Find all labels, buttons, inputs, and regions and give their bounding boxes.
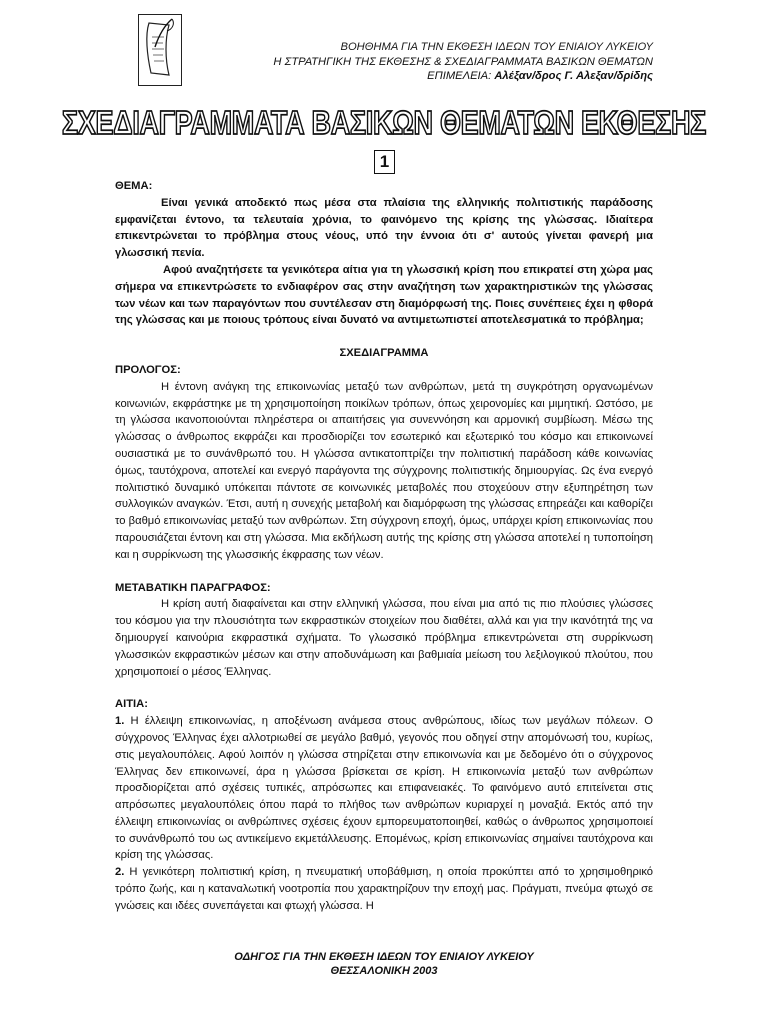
outline-heading: ΣΧΕΔΙΑΓΡΑΜΜΑ [339, 347, 429, 360]
cause-item-1 [115, 713, 653, 864]
transition-label: ΜΕΤΑΒΑΤΙΚΗ ΠΑΡΑΓΡΑΦΟΣ: [115, 581, 271, 594]
theme-label: ΘΕΜΑ: [115, 180, 153, 192]
footer-line-2: ΘΕΣΣΑΛΟΝΙΚΗ 2003 [330, 965, 438, 977]
causes-label: ΑΙΤΙΑ: [115, 698, 148, 711]
cause-item-2 [115, 864, 653, 914]
cause-item-1-number: 1. [115, 715, 125, 728]
theme-paragraph-1: Είναι γενικά αποδεκτό πως μέσα στα πλαίσια της ελληνικής πολιτιστικής παράδοσης εμφανίζεται έντονο, τα τελευταία χρόνια, το φαινόμενο της κρίσης της γλώσσας. Ιδιαίτερα επικεντρώνεται το πρόβλημα στους νέους, υπό την έννοια ότι σ' αυτούς γίνεται φανερή μια γλωσσική πενία. [115, 196, 653, 260]
transition-text: Η κρίση αυτή διαφαίνεται και στην ελληνική γλώσσα, που είναι μια από τις πιο πλούσιες γλώσσες του κόσμου για την πλουσιότητα των εκφραστικών στοιχείων που διαθέτει, αλλά και για την ικανότητά της να δημιουργεί καινούρια εκφραστικά σχήματα. Το γλωσσικό πρόβλημα επικεντρώνεται στη συρρίκνωση γλωσσικών εκφραστικών μέσων και στην αποδυνάμωση και βαθμιαία μείωση του λεξιλογικού πλούτου, που χρησιμοποιεί ο μέσος Έλληνας. [115, 598, 653, 678]
header-author: Αλέξαν/δρος Γ. Αλεξαν/δρίδης [494, 70, 653, 82]
theme-paragraph-2: Αφού αναζητήσετε τα γενικότερα αίτια για τη γλωσσική κρίση που επικρατεί στη χώρα μας σήμερα να επικεντρώσετε το ενδιαφέρον σας στην αναζήτηση των χαρακτηριστικών της γλώσσας των νέων και των παραγόντων που συντέλεσαν στη διαμόρφωσή της. Ποιες συνέπειες έχει η φθορά της γλώσσας και με ποιους τρόπους είναι δυνατό να αντιμετωπιστεί αποτελεσματικά το πρόβλημα; [115, 263, 653, 327]
cause-item-2-number: 2. [115, 866, 125, 879]
cause-item-2-text: Η γενικότερη πολιτιστική κρίση, η πνευματική υποβάθμιση, η οποία προκύπτει από το χρησιμοθηρικό τρόπο ζωής, και η καταναλωτική νοοτροπία που χαρακτηρίζουν την εποχή μας. Πράγματι, πνεύμα φτωχό σε γνώσεις και ιδέες συνεπάγεται και φτωχή γλώσσα. Η [115, 866, 653, 912]
prologue-text: Η έντονη ανάγκη της επικοινωνίας μεταξύ των ανθρώπων, μετά τη συγκρότηση οργανωμένων κοινωνιών, εκφράστηκε με τη χρησιμοποίηση ποικίλων τρόπων, όπως χειρονομίες και μιμητική. Ωστόσο, με τη γλώσσα ικανοποιούνται πληρέστερα οι απαιτήσεις για συνεννόηση και αρμονική συμβίωση. Μέσω της γλώσσας ο άνθρωπος εκφράζει και προσδιορίζει τον εσωτερικό και εξωτερικό του κόσμο και επικοινωνεί ουσιαστικά με το συνάνθρωπό του. Η γλώσσα αντικατοπτρίζει την πολιτιστική παράδοση κάθε κοινωνίας όμως, ταυτόχρονα, αποτελεί και ενεργό παράγοντα της σύγχρονης πολιτιστικής δημιουργίας. Ως ένα ενεργό πολιτιστικό δυναμικό υπόκειται πάντοτε σε κοινωνικές μεταβολές που στοχεύουν στην εξυπηρέτηση των συλλογικών αναγκών. Έτσι, αυτή η συνεχής μεταβολή και διαμόρφωση της γλώσσας επηρεάζει και καθορίζει το βαθμό επικοινωνίας μεταξύ των ανθρώπων. Στη σύγχρονη εποχή, όμως, υπάρχει κρίση επικοινωνίας που παρουσιάζεται έντονη και στη γλώσσα. Μια εκδήλωση αυτής της κρίσης στη γλώσσα αποτελεί η τυποποίηση και η συρρίκνωση της γλωσσικής έκφρασης των νέων. [115, 380, 653, 561]
footer-line-1: ΟΔΗΓΟΣ ΓΙΑ ΤΗΝ ΕΚΘΕΣΗ ΙΔΕΩΝ ΤΟΥ ΕΝΙΑΙΟΥ ΛΥΚΕΙΟΥ [234, 951, 534, 963]
header-editor-label: ΕΠΙΜΕΛΕΙΑ: [427, 70, 495, 82]
section-number: 1 [374, 150, 395, 174]
page-title: ΣΧΕΔΙΑΓΡΑΜΜΑΤΑ ΒΑΣΙΚΩΝ ΘΕΜΑΤΩΝ ΕΚΘΕΣΗΣ [61, 104, 707, 142]
document-body [115, 178, 653, 915]
quill-and-paper-logo [138, 14, 182, 86]
header-line-2: Η ΣΤΡΑΤΗΓΙΚΗ ΤΗΣ ΕΚΘΕΣΗΣ & ΣΧΕΔΙΑΓΡΑΜΜΑΤΑ ΒΑΣΙΚΩΝ ΘΕΜΑΤΩΝ [273, 55, 653, 68]
prologue-label: ΠΡΟΛΟΓΟΣ: [115, 363, 181, 376]
cause-item-1-text: Η έλλειψη επικοινωνίας, η αποξένωση ανάμεσα στους ανθρώπους, ιδίως των μεγάλων πόλεων. Ο σύγχρονος Έλληνας έχει αλλοτριωθεί σε μεγάλο βαθμό, γεγονός που οδηγεί στην απομόνωσή του, κυρίως, στις μεγαλουπόλεις. Αφού λοιπόν η γλώσσα στηρίζεται στην επικοινωνία και με δεδομένο ότι ο σύγχρονος Έλληνας δεν επικοινωνεί, άρα η γλώσσα βρίσκεται σε κρίση. Η επικοινωνία μεταξύ των ανθρώπων προσδιορίζεται από σχέσεις τυπικές, απρόσωπες και επιφανειακές. Το φαινόμενο αυτό επιτείνεται στις απρόσωπες μεγαλουπόλεις όπου παρά το πλήθος των ανθρώπων κυριαρχεί η μοναξιά. Εκτός από την έλλειψη επικοινωνίας οι ανθρώπινες σχέσεις έχουν εμπορευματοποιηθεί, καθώς ο άνθρωπος χρησιμοποιεί το συνάνθρωπό του ως αντικείμενο εκμετάλλευσης. Επομένως, κρίση επικοινωνίας σημαίνει ταυτόχρονα και κρίση της γλώσσας. [115, 715, 653, 862]
header-line-1: ΒΟΗΘΗΜΑ ΓΙΑ ΤΗΝ ΕΚΘΕΣΗ ΙΔΕΩΝ ΤΟΥ ΕΝΙΑΙΟΥ ΛΥΚΕΙΟΥ [340, 41, 653, 53]
header-line-3 [190, 69, 653, 84]
document-footer [0, 950, 768, 978]
document-header [190, 40, 653, 84]
